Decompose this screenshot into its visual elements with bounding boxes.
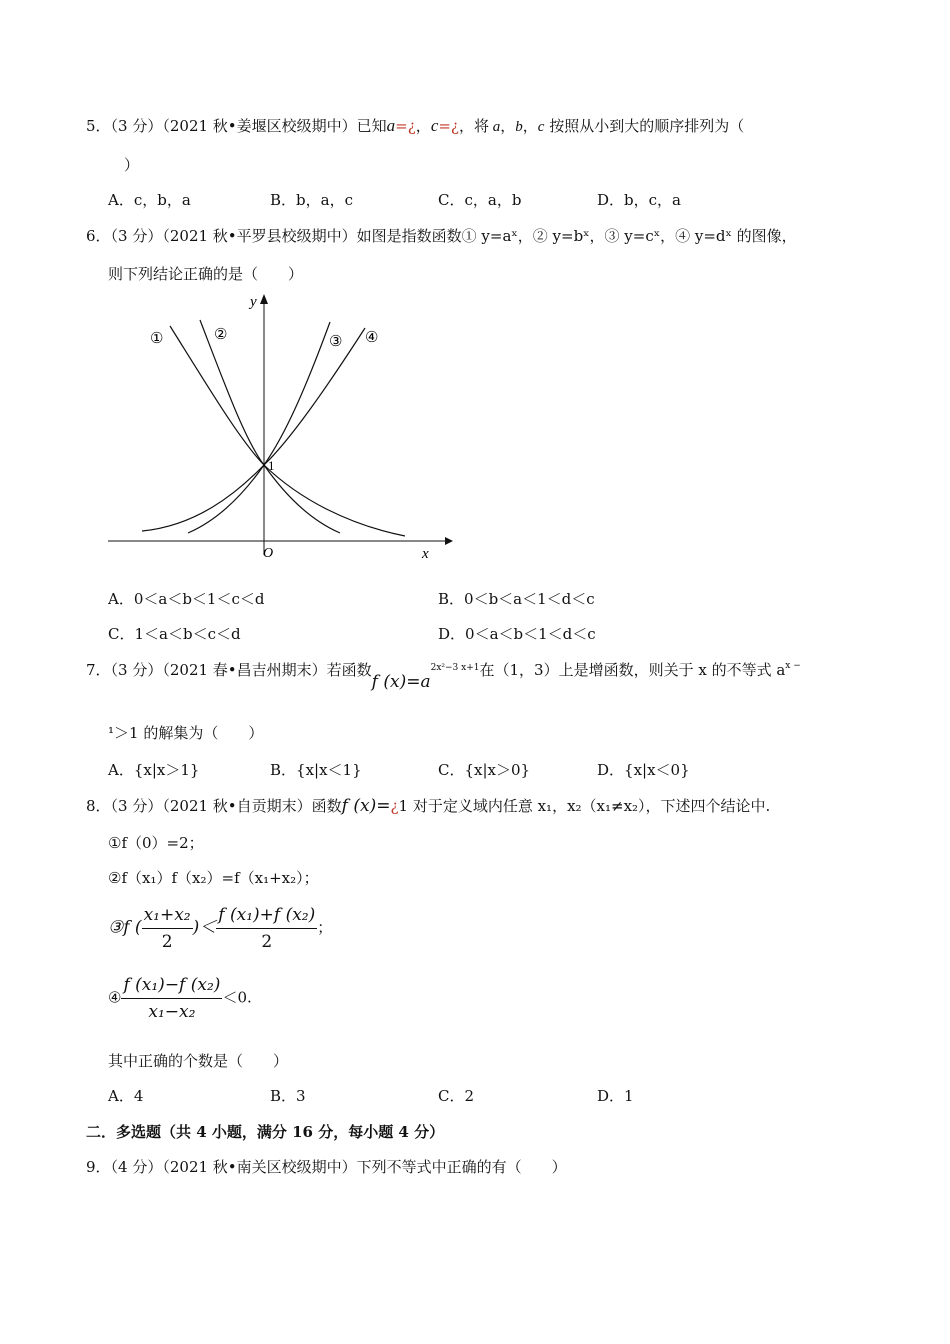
q7-cont: ¹＞1 的解集为（ ） bbox=[108, 724, 264, 742]
q6-score: （3 分） bbox=[110, 227, 163, 245]
q6-source: （2021 秋•平罗县校级期中） bbox=[162, 227, 357, 245]
q8-statement-3 bbox=[108, 902, 332, 955]
q8-s3-den: 2 bbox=[161, 932, 173, 952]
q7-function: f (x)=a bbox=[371, 672, 431, 692]
q7-post-exponent: x − bbox=[785, 661, 801, 671]
q8-s4-frac bbox=[121, 972, 222, 1025]
q9-stem bbox=[86, 1157, 567, 1177]
q8-statement-4 bbox=[108, 972, 252, 1025]
q8-number: 8． bbox=[86, 797, 111, 815]
q5-option-c[interactable]: C．c，a，b bbox=[438, 191, 522, 209]
q5-eq-a: =¿ bbox=[395, 117, 416, 135]
q9-source: （2021 秋•南关区校级期中） bbox=[162, 1158, 357, 1176]
q8-s4-den: x₁−x₂ bbox=[148, 1002, 196, 1022]
q7-score: （3 分） bbox=[110, 661, 163, 679]
q8-source: （2021 秋•自贡期末） bbox=[162, 797, 312, 815]
q5-option-d[interactable]: D．b，c，a bbox=[597, 191, 681, 209]
q5-eq-c: =¿ bbox=[438, 117, 459, 135]
q9-score: （4 分） bbox=[110, 1158, 163, 1176]
q7-option-d[interactable]: D．{x|x＜0} bbox=[597, 761, 690, 779]
q6-option-c[interactable]: C．1＜a＜b＜c＜d bbox=[108, 625, 241, 643]
q8-ask: 其中正确的个数是（ ） bbox=[108, 1052, 289, 1070]
q8-s4-pre: ④ bbox=[108, 988, 122, 1007]
curve-label-1: ① bbox=[150, 329, 164, 347]
q8-s3-den2: 2 bbox=[261, 932, 273, 952]
q9-number: 9． bbox=[86, 1158, 111, 1176]
q7-number: 7． bbox=[86, 661, 111, 679]
q8-option-a[interactable]: A．4 bbox=[108, 1087, 144, 1105]
q7-pre: 若函数 bbox=[326, 661, 372, 679]
q5-var-c: c bbox=[430, 116, 439, 135]
q5-option-a[interactable]: A．c，b，a bbox=[108, 191, 191, 209]
q6-option-b[interactable]: B．0＜b＜a＜1＜d＜c bbox=[438, 590, 595, 608]
q7-option-b[interactable]: B．{x|x＜1} bbox=[270, 761, 362, 779]
q8-option-d[interactable]: D．1 bbox=[597, 1087, 634, 1105]
q8-s3-frac-left bbox=[142, 902, 193, 955]
q8-option-c[interactable]: C．2 bbox=[438, 1087, 475, 1105]
q5-tail: 按照从小到大的顺序排列为（ bbox=[549, 117, 745, 135]
q5-sep: ， bbox=[415, 117, 431, 135]
q5-close: ） bbox=[124, 156, 140, 174]
one-label: 1 bbox=[268, 458, 275, 473]
q5-var-a: a bbox=[386, 116, 396, 135]
curve-3 bbox=[188, 322, 330, 533]
q7-option-a[interactable]: A．{x|x＞1} bbox=[108, 761, 200, 779]
q7-stem bbox=[86, 660, 801, 692]
q8-s3-num: x₁+x₂ bbox=[142, 902, 193, 929]
q7-post: 在（1，3）上是增函数，则关于 x 的不等式 a bbox=[479, 661, 786, 679]
y-axis-label: y bbox=[250, 294, 257, 310]
q5-stem: 5．（3 分）（2021 秋•姜堰区校级期中）已知a=¿，c=¿，将 a，b，c 按照从小到大的顺序排列为（ bbox=[86, 116, 745, 135]
q6-exponential-graph bbox=[100, 290, 460, 570]
q8-s3-num2: f (x₁)+f (x₂) bbox=[216, 902, 317, 929]
q8-statement-1: ①f（0）=2； bbox=[108, 834, 204, 852]
q9-stem-text: 下列不等式中正确的有（ ） bbox=[356, 1158, 567, 1176]
q8-s3-pre: ③f ( bbox=[108, 917, 142, 938]
x-axis-arrow bbox=[445, 537, 453, 545]
q8-s3-mid: )＜ bbox=[192, 917, 217, 938]
q6-stem bbox=[86, 226, 797, 246]
q8-statement-2: ②f（x₁）f（x₂）=f（x₁+x₂）； bbox=[108, 869, 319, 887]
q7-source: （2021 春•昌吉州期末） bbox=[162, 661, 327, 679]
curve-4 bbox=[142, 328, 365, 531]
q6-option-d[interactable]: D．0＜a＜b＜1＜d＜c bbox=[438, 625, 596, 643]
q6-number: 6． bbox=[86, 227, 111, 245]
q5-option-b[interactable]: B．b，a，c bbox=[270, 191, 353, 209]
curve-label-3: ③ bbox=[329, 332, 343, 350]
q6-option-a[interactable]: A．0＜a＜b＜1＜c＜d bbox=[108, 590, 265, 608]
y-axis-arrow bbox=[260, 294, 268, 304]
q8-option-b[interactable]: B．3 bbox=[270, 1087, 306, 1105]
section-heading: 二．多选题（共 4 小题，满分 16 分，每小题 4 分） bbox=[86, 1123, 445, 1141]
q5-source: （2021 秋•姜堰区校级期中） bbox=[162, 117, 357, 135]
q5-text-b: ，将 bbox=[458, 117, 489, 135]
x-axis-label: x bbox=[422, 546, 429, 562]
q8-mark: ¿ bbox=[390, 797, 399, 815]
q8-stem bbox=[86, 796, 770, 816]
q8-s3-end: ； bbox=[317, 918, 333, 937]
q5-number: 5． bbox=[86, 117, 111, 135]
q8-function: f (x)= bbox=[341, 796, 391, 816]
q6-stem2: 则下列结论正确的是（ ） bbox=[108, 265, 304, 283]
q8-s4-num: f (x₁)−f (x₂) bbox=[121, 972, 222, 999]
q8-score: （3 分） bbox=[110, 797, 163, 815]
q8-s3-frac-right bbox=[216, 902, 317, 955]
curve-1 bbox=[170, 326, 405, 536]
q8-post: 1 对于定义域内任意 x₁，x₂（x₁≠x₂），下述四个结论中. bbox=[398, 797, 771, 815]
origin-label: O bbox=[263, 546, 274, 561]
q7-option-c[interactable]: C．{x|x＞0} bbox=[438, 761, 531, 779]
curve-label-4: ④ bbox=[365, 328, 379, 346]
q5-text: 已知 bbox=[356, 117, 387, 135]
q8-pre: 函数 bbox=[311, 797, 342, 815]
q8-s4-end: ＜0. bbox=[222, 988, 252, 1007]
q5-score: （3 分） bbox=[110, 117, 163, 135]
q6-stem-text: 如图是指数函数① y=aˣ，② y=bˣ，③ y=cˣ，④ y=dˣ 的图像， bbox=[356, 227, 797, 245]
q7-exponent: 2x²−3 x+1 bbox=[430, 663, 480, 673]
curve-label-2: ② bbox=[214, 325, 228, 343]
